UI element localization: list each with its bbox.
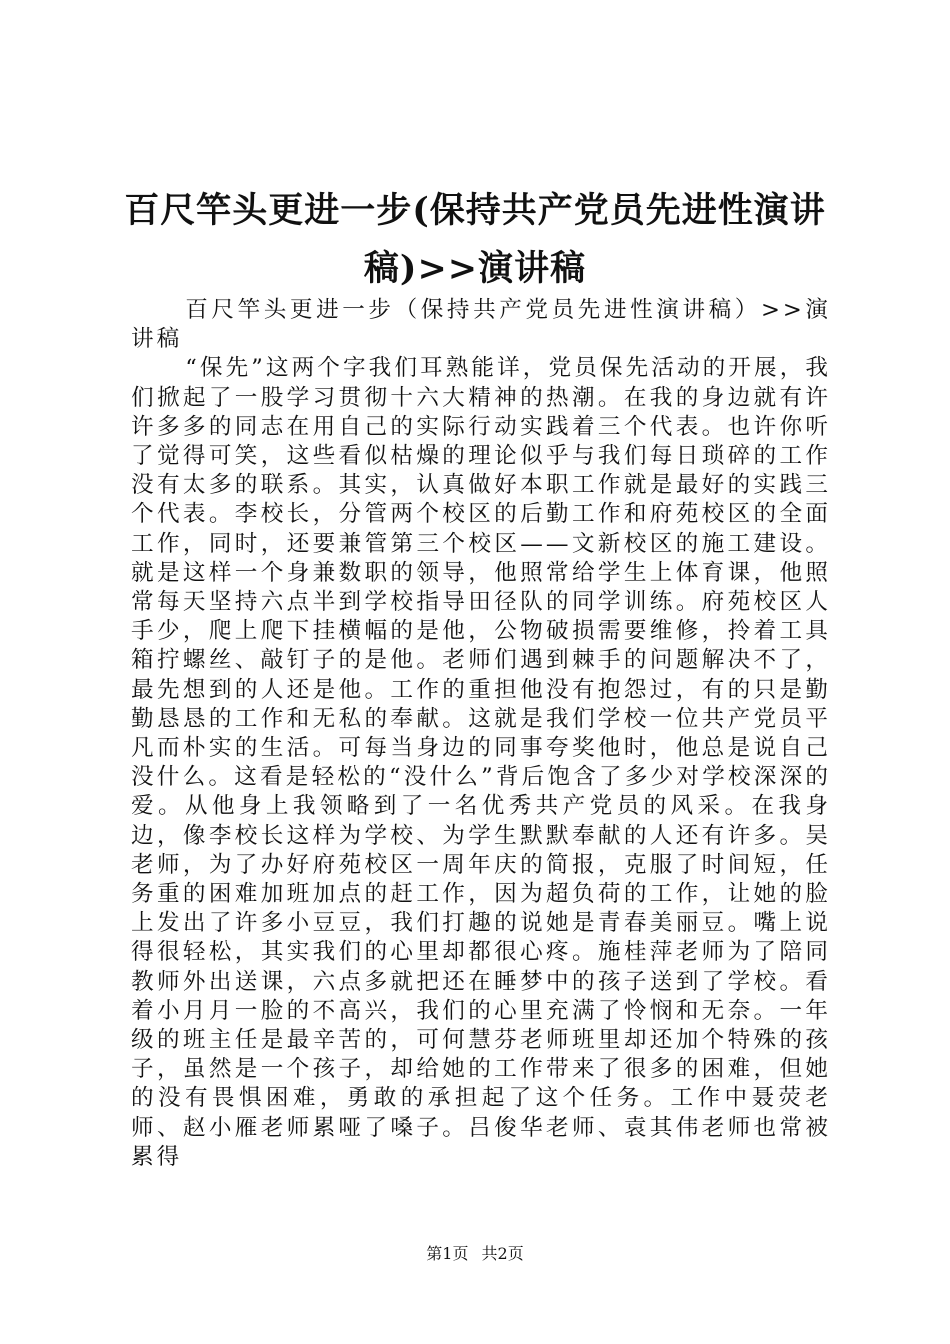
page-total: 共2页	[481, 1244, 524, 1263]
page-number: 第1页	[426, 1244, 469, 1263]
body-paragraph: “保先”这两个字我们耳熟能详，党员保先活动的开展，我们掀起了一股学习贯彻十六大精神的热潮。在我的身边就有许许多多的同志在用自己的实际行动实践着三个代表。也许你听了觉得可笑，这些看似枯燥的理论似乎与我们每日琐碎的工作没有太多的联系。其实，认真做好本职工作就是最好的实践三个代表。李校长，分管两个校区的后勤工作和府苑校区的全面工作，同时，还要兼管第三个校区——文新校区的施工建设。就是这样一个身兼数职的领导，他照常给学生上体育课，他照常每天坚持六点半到学校指导田径队的同学训练。府苑校区人手少，爬上爬下挂横幅的是他，公物破损需要维修，拎着工具箱拧螺丝、敲钉子的是他。老师们遇到棘手的问题解决不了，最先想到的人还是他。工作的重担他没有抱怨过，有的只是勤勤恳恳的工作和无私的奉献。这就是我们学校一位共产党员平凡而朴实的生活。可每当身边的同事夸奖他时，他总是说自己没什么。这看是轻松的“没什么”背后饱含了多少对学校深深的爱。从他身上我领略到了一名优秀共产党员的风采。在我身边，像李校长这样为学校、为学生默默奉献的人还有许多。吴老师，为了办好府苑校区一周年庆的简报，克服了时间短，任务重的困难加班加点的赶工作，因为超负荷的工作，让她的脸上发出了许多小豆豆，我们打趣的说她是青春美丽豆。嘴上说得很轻松，其实我们的心里却都很心疼。施桂萍老师为了陪同教师外出送课，六点多就把还在睡梦中的孩子送到了学校。看着小月月一脸的不高兴，我们的心里充满了怜悯和无奈。一年级的班主任是最辛苦的，可何慧芬老师班里却还加个特殊的孩子，虽然是一个孩子，却给她的工作带来了很多的困难，但她的没有畏惧困难，勇敢的承担起了这个任务。工作中聂荧老师、赵小雁老师累哑了嗓子。吕俊华老师、袁其伟老师也常被累得	[131, 355, 831, 1170]
page-footer	[0, 1243, 950, 1265]
body-paragraph: 百尺竿头更进一步（保持共产党员先进性演讲稿）>>演讲稿	[131, 297, 831, 353]
document-body	[131, 296, 831, 1172]
document-title: 百尺竿头更进一步(保持共产党员先进性演讲稿)>>演讲稿	[124, 190, 826, 289]
